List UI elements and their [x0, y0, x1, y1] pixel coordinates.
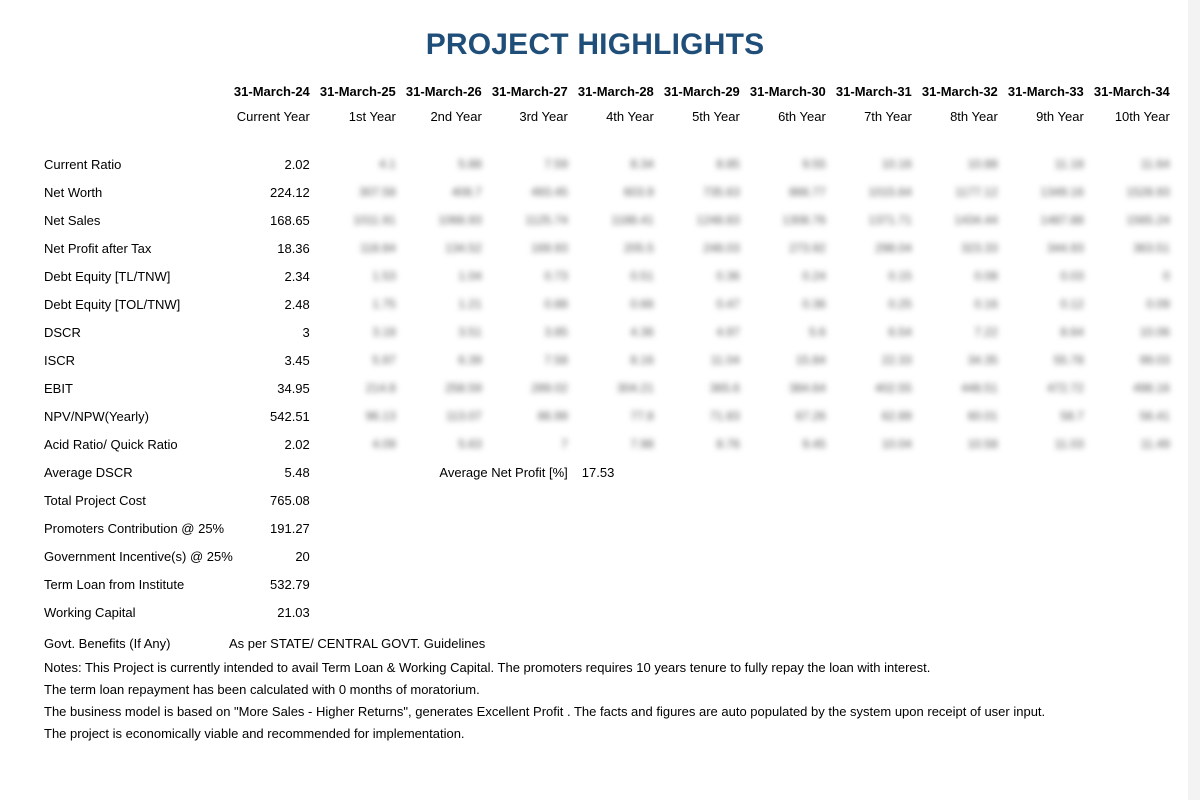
metric-row	[40, 346, 1174, 374]
metric-year-value: 1011.91	[353, 213, 396, 227]
summary-row	[40, 514, 1174, 542]
metric-year-value: 0.15	[888, 269, 912, 283]
column-label-row	[40, 104, 1174, 128]
metric-year-value: 363.51	[1133, 241, 1170, 255]
metric-year-value: 113.07	[445, 409, 482, 423]
metric-year-value: 6.54	[888, 325, 912, 339]
column-date: 31-March-32	[921, 83, 998, 99]
metric-row	[40, 318, 1174, 346]
metric-year-value: 11.18	[1054, 157, 1084, 171]
metric-label: Debt Equity [TL/TNW]	[44, 268, 171, 284]
metric-current-value: 542.51	[270, 408, 310, 424]
metric-year-value: 9.45	[802, 437, 826, 451]
page-edge	[1188, 0, 1200, 800]
column-date: 31-March-27	[491, 83, 568, 99]
metric-current-value: 3.45	[284, 352, 310, 368]
metric-year-value: 7.58	[544, 353, 568, 367]
metric-year-value: 34.35	[967, 353, 998, 367]
summary-row	[40, 570, 1174, 598]
column-date: 31-March-28	[577, 83, 654, 99]
metric-year-value: 56.41	[1139, 409, 1170, 423]
metric-year-value: 365.6	[709, 381, 740, 395]
metric-year-value: 3.18	[372, 325, 396, 339]
metric-year-value: 60.01	[967, 409, 998, 423]
metric-year-value: 4.1	[379, 157, 396, 171]
metric-year-value: 0.25	[888, 297, 912, 311]
summary-label: Working Capital	[44, 604, 136, 620]
metric-label: NPV/NPW(Yearly)	[44, 408, 149, 424]
metric-year-value: 1434.44	[954, 213, 998, 227]
note-line: Notes: This Project is currently intended to avail Term Loan & Working Capital. The promoters requires 10 years tenure to fully repay the loan with interest.	[44, 660, 931, 675]
metric-current-value: 3	[302, 324, 310, 340]
column-date: 31-March-34	[1093, 83, 1170, 99]
page-title: PROJECT HIGHLIGHTS	[425, 28, 765, 61]
metric-year-value: 402.55	[875, 381, 912, 395]
metric-year-value: 7	[561, 437, 568, 451]
metric-current-value: 224.12	[270, 184, 310, 200]
metric-year-value: 6.39	[458, 353, 482, 367]
metric-year-value: 22.33	[881, 353, 912, 367]
metric-year-value: 0.09	[1146, 297, 1170, 311]
metric-year-value: 5.63	[458, 437, 482, 451]
metric-row	[40, 150, 1174, 178]
metric-year-value: 258.59	[445, 381, 482, 395]
metric-year-value: 0.03	[1060, 269, 1084, 283]
metric-year-value: 58.7	[1060, 409, 1084, 423]
column-date: 31-March-33	[1007, 83, 1084, 99]
metric-year-value: 493.45	[531, 185, 568, 199]
metric-year-value: 307.58	[359, 185, 396, 199]
metric-year-value: 1.04	[458, 269, 482, 283]
metric-year-value: 0.16	[974, 297, 998, 311]
metric-year-value: 1308.76	[782, 213, 826, 227]
metric-year-value: 15.84	[795, 353, 826, 367]
metric-label: Debt Equity [TOL/TNW]	[44, 296, 181, 312]
summary-value: 765.08	[270, 492, 310, 508]
metric-year-value: 0.73	[544, 269, 568, 283]
metric-label: ISCR	[44, 352, 76, 368]
column-label: Current Year	[236, 108, 310, 124]
column-label: 7th Year	[864, 108, 912, 124]
metric-year-value: 134.52	[445, 241, 482, 255]
metric-year-value: 7.98	[630, 437, 654, 451]
summary-label: Promoters Contribution @ 25%	[44, 520, 225, 536]
benefits-label: Govt. Benefits (If Any)	[44, 636, 171, 651]
metric-year-value: 10.88	[967, 157, 998, 171]
metric-year-value: 498.16	[1133, 381, 1170, 395]
metric-year-value: 8.76	[716, 437, 740, 451]
metric-year-value: 0.66	[630, 297, 654, 311]
metric-year-value: 7.59	[544, 157, 568, 171]
metric-year-value: 214.8	[365, 381, 396, 395]
metric-year-value: 1248.83	[696, 213, 740, 227]
metric-year-value: 1.75	[372, 297, 396, 311]
metric-year-value: 5.97	[372, 353, 396, 367]
metric-year-value: 0.51	[630, 269, 654, 283]
highlights-table	[40, 78, 1174, 626]
column-date: 31-March-26	[405, 83, 482, 99]
metric-year-value: 5.6	[809, 325, 826, 339]
metric-year-value: 8.85	[716, 157, 740, 171]
metric-label: Net Worth	[44, 184, 103, 200]
metric-year-value: 10.04	[881, 437, 912, 451]
metric-year-value: 86.99	[537, 409, 568, 423]
metric-year-value: 384.64	[789, 381, 826, 395]
metric-row	[40, 290, 1174, 318]
metric-year-value: 472.72	[1047, 381, 1084, 395]
metric-label: Current Ratio	[44, 156, 122, 172]
metric-current-value: 2.02	[284, 156, 310, 172]
metric-year-value: 9.55	[802, 157, 826, 171]
column-label: 9th Year	[1036, 108, 1084, 124]
metric-year-value: 118.84	[359, 241, 396, 255]
metric-year-value: 0.36	[802, 297, 826, 311]
metric-year-value: 448.51	[961, 381, 998, 395]
average-net-profit-value: 17.53	[581, 464, 615, 480]
metric-year-value: 77.8	[630, 409, 654, 423]
metric-year-value: 1528.93	[1126, 185, 1170, 199]
summary-label: Average DSCR	[44, 464, 133, 480]
metric-year-value: 10.58	[967, 437, 998, 451]
average-net-profit-label: Average Net Profit [%]	[439, 464, 568, 480]
metric-row	[40, 234, 1174, 262]
column-date: 31-March-25	[319, 83, 396, 99]
column-date: 31-March-30	[749, 83, 826, 99]
metric-year-value: 10.06	[1139, 325, 1170, 339]
metric-year-value: 735.63	[703, 185, 740, 199]
column-label: 10th Year	[1114, 108, 1170, 124]
metric-year-value: 11.03	[1054, 437, 1084, 451]
column-label: 4th Year	[606, 108, 654, 124]
metric-year-value: 289.02	[531, 381, 568, 395]
metric-current-value: 2.48	[284, 296, 310, 312]
summary-value: 191.27	[270, 520, 310, 536]
summary-row	[40, 486, 1174, 514]
summary-value: 21.03	[277, 604, 310, 620]
metric-current-value: 168.65	[270, 212, 310, 228]
metric-row	[40, 374, 1174, 402]
metric-year-value: 11.49	[1140, 437, 1170, 451]
metric-label: DSCR	[44, 324, 81, 340]
metric-year-value: 866.77	[789, 185, 826, 199]
metric-year-value: 11.64	[1140, 157, 1170, 171]
metric-year-value: 298.04	[875, 241, 912, 255]
metric-row	[40, 206, 1174, 234]
metric-year-value: 1.21	[458, 297, 482, 311]
metric-year-value: 603.9	[623, 185, 654, 199]
metric-year-value: 323.33	[961, 241, 998, 255]
metric-year-value: 3.85	[544, 325, 568, 339]
metric-year-value: 1565.24	[1126, 213, 1170, 227]
column-date-row	[40, 78, 1174, 104]
metric-current-value: 2.02	[284, 436, 310, 452]
note-line: The term loan repayment has been calculated with 0 months of moratorium.	[44, 682, 480, 697]
metric-year-value: 304.21	[617, 381, 654, 395]
metric-label: Acid Ratio/ Quick Ratio	[44, 436, 178, 452]
metric-year-value: 1188.41	[611, 213, 654, 227]
column-label: 1st Year	[348, 108, 396, 124]
column-label: 8th Year	[950, 108, 998, 124]
metric-year-value: 3.51	[458, 325, 482, 339]
metric-year-value: 205.5	[623, 241, 654, 255]
summary-label: Government Incentive(s) @ 25%	[44, 548, 233, 564]
metric-row	[40, 430, 1174, 458]
metric-current-value: 34.95	[277, 380, 310, 396]
metric-year-value: 0.08	[974, 269, 998, 283]
metric-year-value: 96.13	[365, 409, 396, 423]
metric-year-value: 1371.71	[868, 213, 912, 227]
metric-year-value: 55.78	[1053, 353, 1084, 367]
column-date: 31-March-29	[663, 83, 740, 99]
metric-current-value: 18.36	[277, 240, 310, 256]
metric-year-value: 1125.74	[525, 213, 568, 227]
metric-year-value: 1487.88	[1040, 213, 1084, 227]
metric-year-value: 8.34	[630, 157, 654, 171]
metric-current-value: 2.34	[284, 268, 310, 284]
metric-year-value: 7.22	[974, 325, 998, 339]
metric-year-value: 248.03	[703, 241, 740, 255]
summary-value: 532.79	[270, 576, 310, 592]
metric-year-value: 0	[1163, 269, 1170, 283]
summary-value: 5.48	[284, 464, 310, 480]
benefits-value: As per STATE/ CENTRAL GOVT. Guidelines	[229, 636, 486, 651]
summary-row	[40, 458, 1174, 486]
metric-year-value: 8.16	[630, 353, 654, 367]
metric-year-value: 8.64	[1060, 325, 1084, 339]
metric-year-value: 0.36	[716, 269, 740, 283]
summary-label: Term Loan from Institute	[44, 576, 185, 592]
metric-label: Net Profit after Tax	[44, 240, 152, 256]
metric-year-value: 4.09	[372, 437, 396, 451]
column-label: 6th Year	[778, 108, 826, 124]
metric-year-value: 1177.12	[955, 185, 998, 199]
metric-year-value: 99.03	[1139, 353, 1170, 367]
note-line: The project is economically viable and recommended for implementation.	[44, 726, 465, 741]
metric-row	[40, 262, 1174, 290]
metric-year-value: 5.88	[458, 157, 482, 171]
summary-row	[40, 542, 1174, 570]
metric-label: EBIT	[44, 380, 73, 396]
column-label: 2nd Year	[430, 108, 482, 124]
metric-year-value: 67.26	[795, 409, 826, 423]
metric-year-value: 10.16	[881, 157, 912, 171]
column-date: 31-March-31	[835, 83, 912, 99]
metric-year-value: 408.7	[451, 185, 482, 199]
summary-row	[40, 598, 1174, 626]
metric-year-value: 0.12	[1060, 297, 1084, 311]
metric-year-value: 62.89	[881, 409, 912, 423]
metric-year-value: 1015.64	[868, 185, 912, 199]
metric-label: Net Sales	[44, 212, 101, 228]
column-label: 5th Year	[692, 108, 740, 124]
summary-label: Total Project Cost	[44, 492, 146, 508]
metric-row	[40, 402, 1174, 430]
metric-year-value: 344.93	[1047, 241, 1084, 255]
metric-year-value: 4.97	[716, 325, 740, 339]
metric-year-value: 11.04	[710, 353, 740, 367]
metric-year-value: 169.93	[531, 241, 568, 255]
note-line: The business model is based on "More Sales - Higher Returns", generates Excellent Profit . The facts and figures are auto populated by the system upon receipt of user input.	[44, 704, 1046, 719]
metric-year-value: 4.36	[630, 325, 654, 339]
summary-value: 20	[295, 548, 310, 564]
metric-year-value: 1349.16	[1040, 185, 1084, 199]
metric-year-value: 0.47	[716, 297, 740, 311]
metric-year-value: 1066.93	[438, 213, 482, 227]
metric-year-value: 71.83	[709, 409, 740, 423]
metric-year-value: 0.24	[802, 269, 826, 283]
metric-year-value: 1.53	[372, 269, 396, 283]
column-label: 3rd Year	[519, 108, 568, 124]
metric-year-value: 273.92	[789, 241, 826, 255]
metric-year-value: 0.88	[544, 297, 568, 311]
column-date: 31-March-24	[233, 83, 310, 99]
metric-row	[40, 178, 1174, 206]
